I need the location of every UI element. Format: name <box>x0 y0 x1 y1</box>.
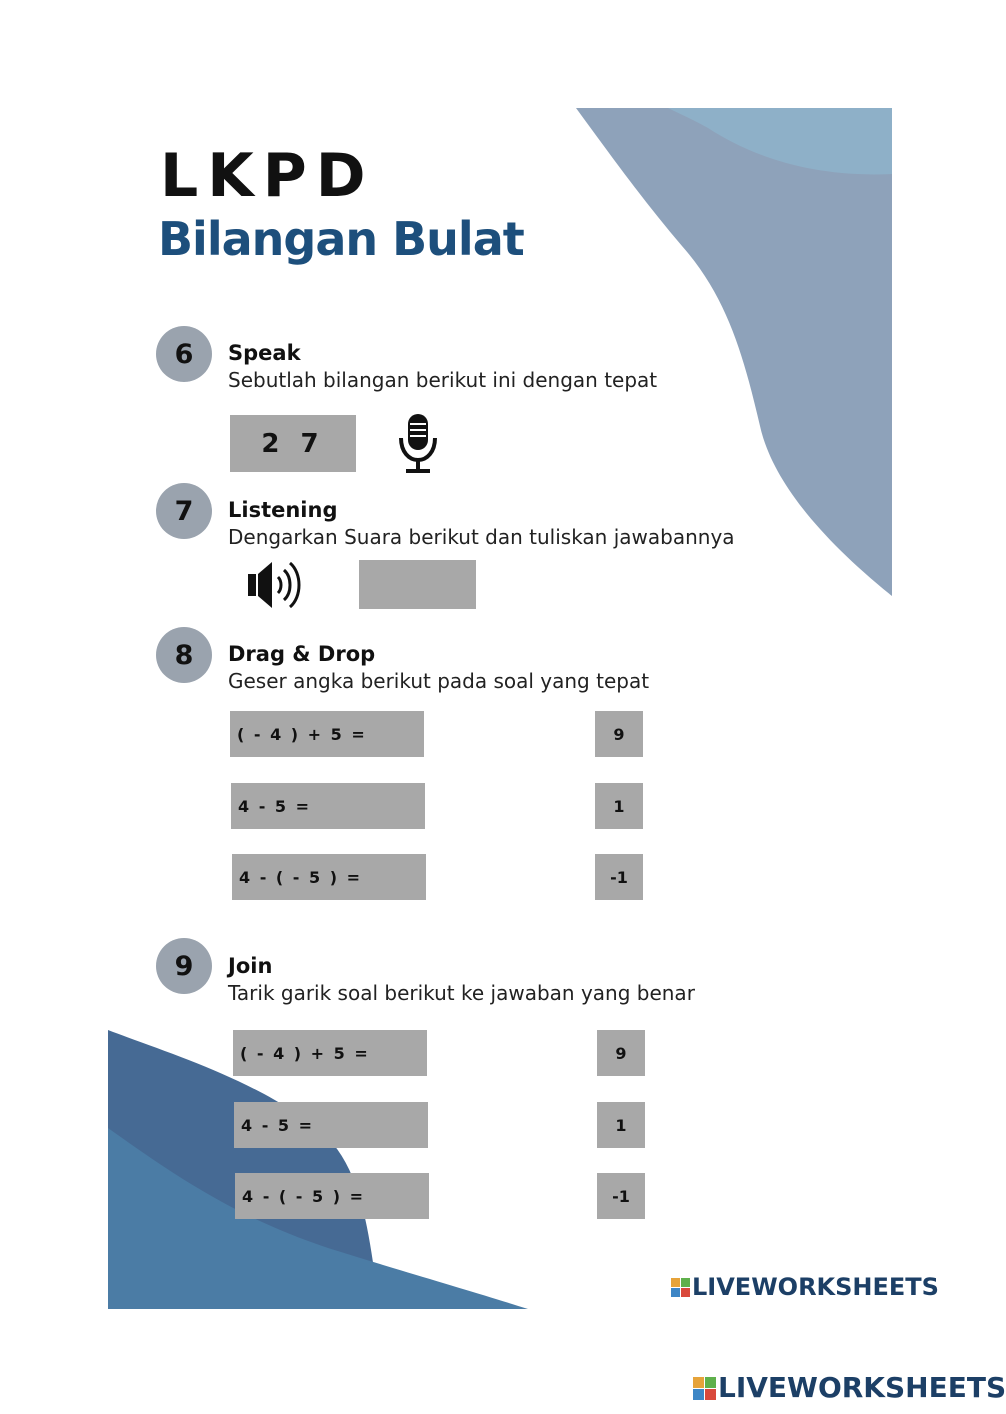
liveworksheets-logo-text: LIVEWORKSHEETS <box>692 1273 939 1301</box>
page-subtitle: Bilangan Bulat <box>158 212 524 266</box>
liveworksheets-logo <box>671 1275 939 1299</box>
section-title-join: Join <box>228 954 273 978</box>
liveworksheets-footer-logo <box>693 1371 1006 1404</box>
join-question-box[interactable]: 4 - 5 = <box>234 1102 428 1148</box>
top-right-slate-shape <box>576 108 892 596</box>
drag-drop-answer-tile[interactable]: -1 <box>595 854 643 900</box>
section-description-join: Tarik garik soal berikut ke jawaban yang benar <box>228 981 695 1005</box>
liveworksheets-logo-mark <box>693 1377 716 1400</box>
section-title-speak: Speak <box>228 341 301 365</box>
section-title-drag-drop: Drag & Drop <box>228 642 376 666</box>
section-description-speak: Sebutlah bilangan berikut ini dengan tepat <box>228 368 658 392</box>
decorative-background <box>108 108 892 1309</box>
speaker-icon[interactable] <box>246 559 310 615</box>
section-description-listening: Dengarkan Suara berikut dan tuliskan jawabannya <box>228 525 735 549</box>
drag-drop-answer-tile[interactable]: 9 <box>595 711 643 757</box>
section-number-badge: 9 <box>156 938 212 994</box>
page-title: LKPD <box>160 141 375 211</box>
worksheet-page <box>108 108 939 1309</box>
drag-drop-question-box[interactable]: 4 - 5 = <box>231 783 425 829</box>
section-number-badge: 6 <box>156 326 212 382</box>
section-number-badge: 8 <box>156 627 212 683</box>
join-question-box[interactable]: ( - 4 ) + 5 = <box>233 1030 427 1076</box>
join-answer-box[interactable]: -1 <box>597 1173 645 1219</box>
liveworksheets-logo-mark <box>671 1278 690 1297</box>
liveworksheets-footer-logo-text: LIVEWORKSHEETS <box>718 1371 1006 1404</box>
section-description-drag-drop: Geser angka berikut pada soal yang tepat <box>228 669 650 693</box>
drag-drop-question-box[interactable]: ( - 4 ) + 5 = <box>230 711 424 757</box>
section-number-badge: 7 <box>156 483 212 539</box>
speak-number-box: 2 7 <box>230 415 356 472</box>
microphone-icon[interactable] <box>396 412 440 478</box>
listening-answer-input[interactable] <box>359 560 476 609</box>
join-answer-box[interactable]: 9 <box>597 1030 645 1076</box>
join-question-box[interactable]: 4 - ( - 5 ) = <box>235 1173 429 1219</box>
drag-drop-question-box[interactable]: 4 - ( - 5 ) = <box>232 854 426 900</box>
drag-drop-answer-tile[interactable]: 1 <box>595 783 643 829</box>
section-title-listening: Listening <box>228 498 338 522</box>
join-answer-box[interactable]: 1 <box>597 1102 645 1148</box>
